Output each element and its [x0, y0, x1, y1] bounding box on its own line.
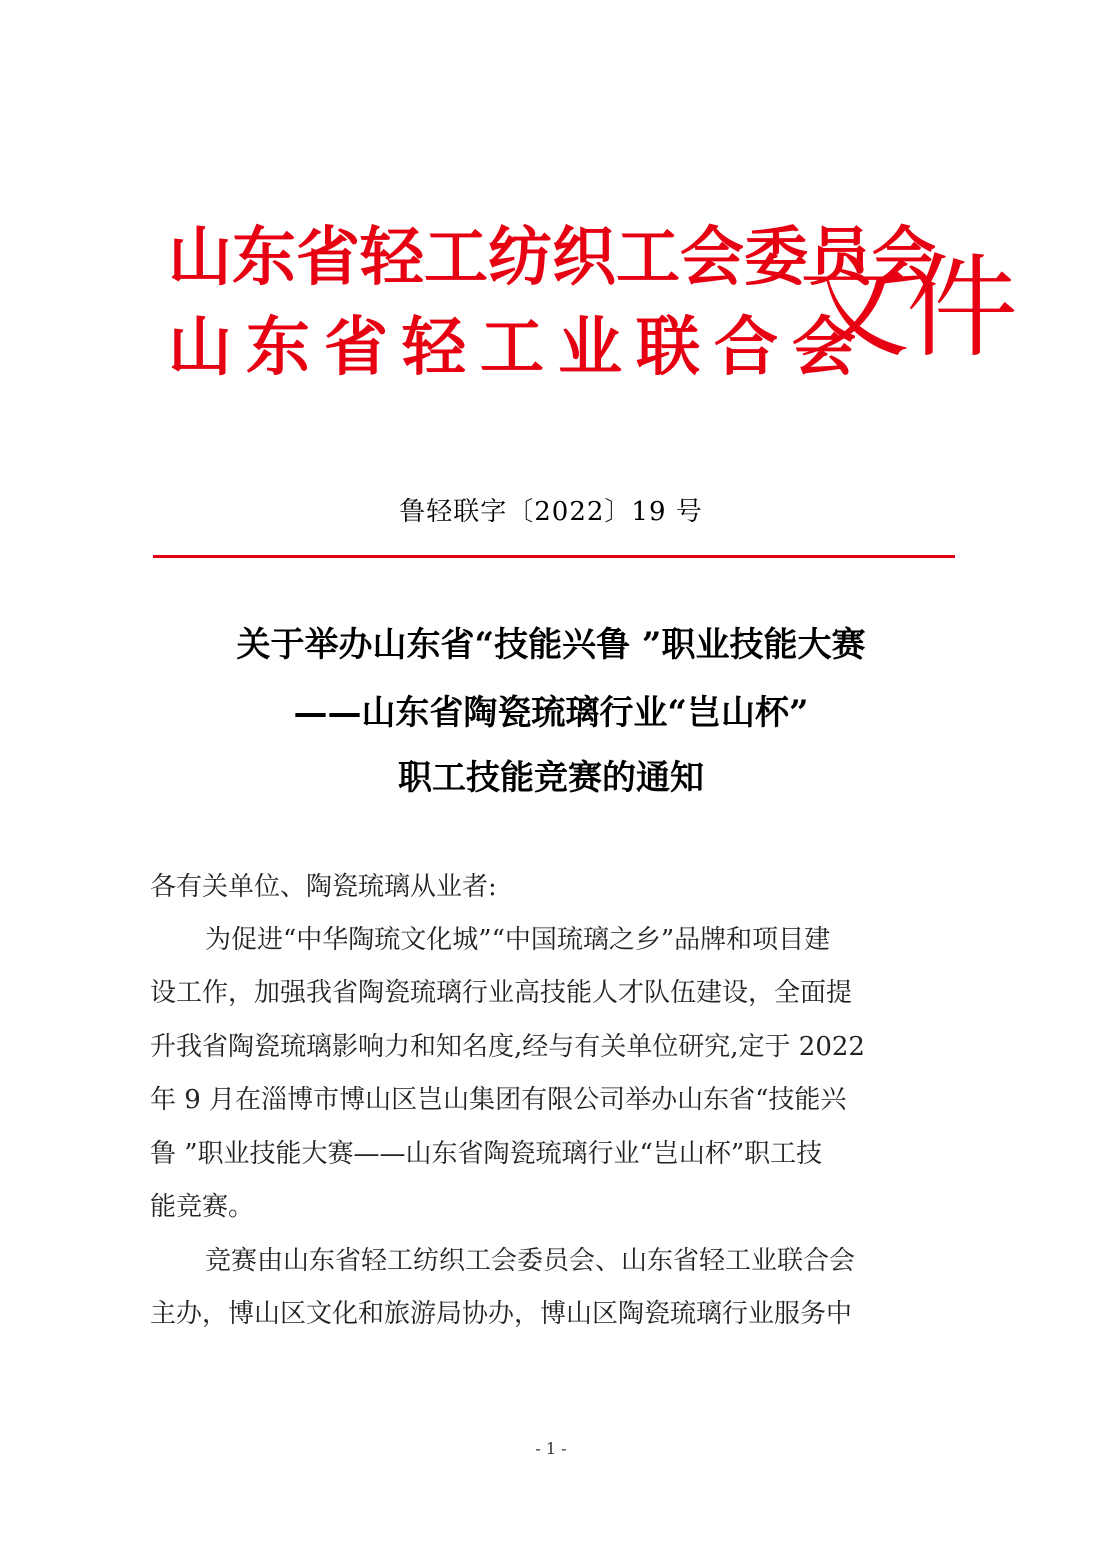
body-line: 鲁 ”职业技能大赛——山东省陶瓷琉璃行业“岂山杯”职工技 — [150, 1139, 823, 1169]
body-line: 升我省陶瓷琉璃影响力和知名度,经与有关单位研究,定于 2022 — [150, 1032, 865, 1062]
document-header — [168, 218, 1014, 398]
body-line: 能竞赛。 — [150, 1192, 255, 1222]
header-divider — [153, 555, 955, 558]
body-line: 设工作，加强我省陶瓷琉璃行业高技能人才队伍建设，全面提 — [150, 978, 853, 1008]
header-document-label: 文件 — [798, 243, 1014, 373]
header-issuer-2: 山东省轻工业联合会 — [168, 310, 870, 385]
header-issuer-1: 山东省轻工纺织工会委员会 — [168, 220, 936, 295]
body-line: 主办，博山区文化和旅游局协办，博山区陶瓷琉璃行业服务中 — [150, 1299, 853, 1329]
notice-title-line-3: 职工技能竞赛的通知 — [398, 758, 704, 798]
notice-title-line-2: ——山东省陶瓷琉璃行业“岂山杯” — [293, 693, 809, 733]
body-line: 为促进“中华陶琉文化城”“中国琉璃之乡”品牌和项目建 — [205, 925, 831, 955]
notice-title-line-1: 关于举办山东省“技能兴鲁 ”职业技能大赛 — [236, 625, 866, 665]
body-line: 竞赛由山东省轻工纺织工会委员会、山东省轻工业联合会 — [205, 1246, 856, 1276]
document-number: 鲁轻联字〔2022〕19 号 — [399, 497, 703, 527]
body-line: 年 9 月在淄博市博山区岂山集团有限公司举办山东省“技能兴 — [150, 1085, 847, 1115]
salutation: 各有关单位、陶瓷琉璃从业者: — [150, 872, 497, 902]
page-number: - 1 - — [535, 1439, 567, 1458]
